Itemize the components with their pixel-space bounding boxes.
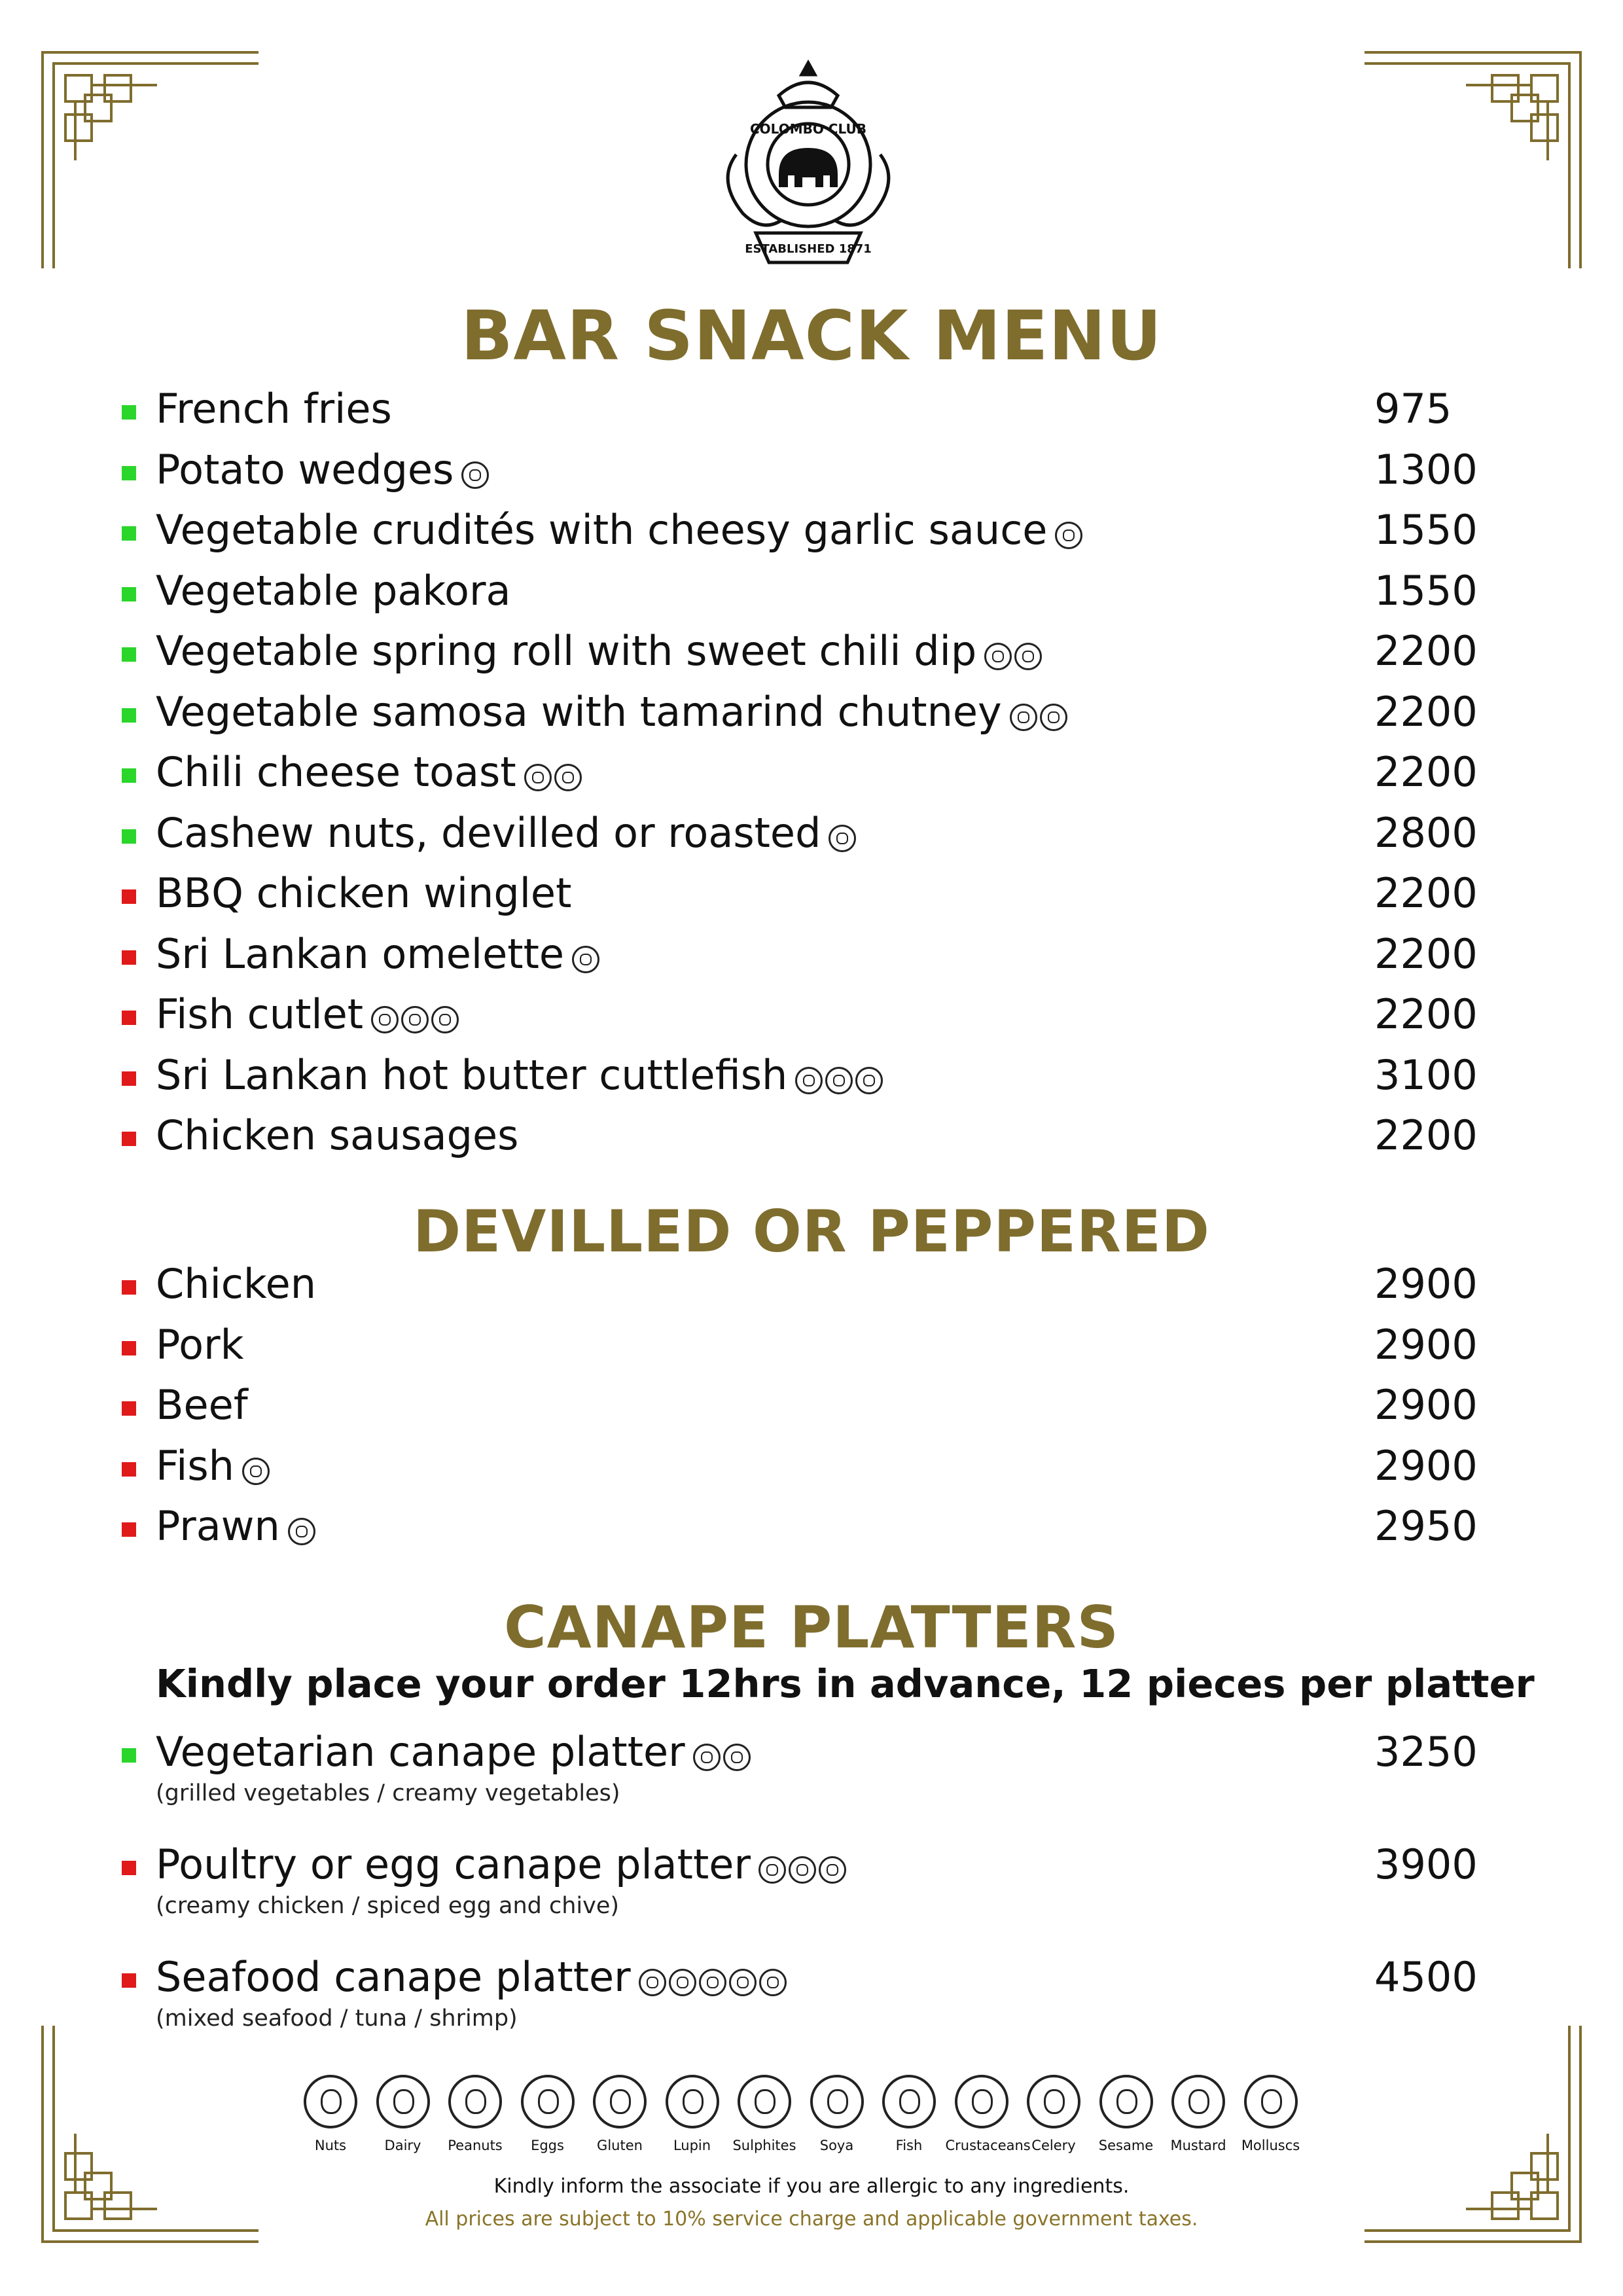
- legend-label: Peanuts: [448, 2138, 503, 2153]
- menu-item-name: [156, 748, 584, 798]
- nonveg-bullet-icon: [122, 1132, 136, 1146]
- menu-item: [0, 869, 1623, 928]
- dairy-icon: [789, 1856, 816, 1884]
- allergen-icons: [242, 1444, 272, 1492]
- nonveg-bullet-icon: [122, 1973, 136, 1988]
- veg-bullet-icon: [122, 708, 136, 723]
- gluten-icon: [593, 2075, 647, 2128]
- canape-order-note: Kindly place your order 12hrs in advance, 12 pieces per platter: [156, 1661, 1535, 1706]
- menu-item: [0, 627, 1623, 686]
- legend-label: Fish: [895, 2138, 923, 2153]
- allergen-icons: [693, 1731, 753, 1778]
- legend-item: [1018, 2075, 1090, 2153]
- menu-item-name: [156, 990, 461, 1041]
- menu-item-name: [156, 1442, 272, 1492]
- menu-item-price: 2200: [1374, 929, 1478, 978]
- menu-item-price: 3250: [1374, 1728, 1478, 1776]
- menu-item: [0, 1381, 1623, 1440]
- menu-item-label: Vegetable samosa with tamarind chutney: [156, 687, 1002, 736]
- gluten-icon: [758, 1856, 786, 1884]
- nuts-icon: [304, 2075, 357, 2128]
- nonveg-bullet-icon: [122, 1341, 136, 1355]
- legend-item: [728, 2075, 800, 2153]
- menu-item-price: 2900: [1374, 1441, 1478, 1490]
- legend-item: [439, 2075, 511, 2153]
- gluten-icon: [461, 461, 489, 489]
- menu-item-label: Prawn: [156, 1502, 280, 1550]
- menu-item-label: Fish: [156, 1441, 234, 1490]
- menu-item-label: Beef: [156, 1381, 248, 1429]
- eggs-icon: [521, 2075, 575, 2128]
- menu-item: [0, 385, 1623, 444]
- colombo-club-crest-logo: [710, 56, 906, 269]
- veg-bullet-icon: [122, 1748, 136, 1763]
- menu-item-price: 2200: [1374, 990, 1478, 1038]
- menu-item: [0, 1502, 1623, 1561]
- legend-item: [801, 2075, 873, 2153]
- veg-bullet-icon: [122, 647, 136, 662]
- corner-ornament-top-left: [39, 49, 262, 272]
- legend-label: Eggs: [531, 2138, 564, 2153]
- menu-item-price: 2200: [1374, 687, 1478, 736]
- menu-item-price: 2900: [1374, 1260, 1478, 1308]
- legend-label: Sulphites: [732, 2138, 796, 2153]
- fish-icon: [242, 1458, 270, 1485]
- allergen-icons: [639, 1956, 789, 2003]
- menu-item-name: [156, 1502, 318, 1552]
- veg-bullet-icon: [122, 768, 136, 783]
- svg-text:COLOMBO CLUB: COLOMBO CLUB: [749, 121, 867, 137]
- dairy-icon: [795, 1067, 823, 1094]
- menu-item-label: BBQ chicken winglet: [156, 869, 572, 917]
- menu-item: [0, 1321, 1623, 1380]
- menu-item: [0, 446, 1623, 505]
- nonveg-bullet-icon: [122, 1522, 136, 1537]
- menu-item-price: 2950: [1374, 1502, 1478, 1550]
- menu-item-name: [156, 1728, 753, 1778]
- legend-item: [512, 2075, 584, 2153]
- gluten-icon: [524, 764, 552, 791]
- molluscs-icon: [855, 1067, 883, 1094]
- menu-item-price: 2200: [1374, 1111, 1478, 1159]
- menu-item-name: [156, 1260, 316, 1308]
- menu-item-price: 975: [1374, 385, 1452, 433]
- crustaceans-icon: [759, 1969, 787, 1996]
- gluten-icon: [693, 1744, 721, 1771]
- menu-item-label: Chicken: [156, 1260, 317, 1308]
- eggs-icon: [819, 1856, 846, 1884]
- menu-item-name: [156, 1051, 885, 1102]
- nonveg-bullet-icon: [122, 1462, 136, 1477]
- gluten-icon: [984, 643, 1012, 670]
- peanuts-icon: [448, 2075, 502, 2128]
- legend-item: [294, 2075, 366, 2153]
- legend-label: Sesame: [1098, 2138, 1154, 2153]
- menu-item-name: [156, 1381, 248, 1429]
- menu-item-label: Chili cheese toast: [156, 748, 516, 796]
- menu-item-label: Seafood canape platter: [156, 1953, 631, 2001]
- menu-item: [0, 567, 1623, 626]
- nonveg-bullet-icon: [122, 1861, 136, 1875]
- menu-item: [0, 688, 1623, 747]
- menu-item-label: Chicken sausages: [156, 1111, 519, 1159]
- allergen-icons: [1010, 691, 1070, 738]
- eggs-icon: [572, 946, 599, 973]
- menu-item: [0, 1260, 1623, 1319]
- menu-item: [0, 1728, 1623, 1806]
- legend-label: Crustaceans: [945, 2138, 1031, 2153]
- dairy-icon: [723, 1744, 751, 1771]
- allergen-icons: [829, 812, 859, 859]
- menu-item-description: (grilled vegetables / creamy vegetables): [156, 1780, 620, 1806]
- menu-item-price: 1550: [1374, 566, 1478, 615]
- menu-item: [0, 1051, 1623, 1110]
- nonveg-bullet-icon: [122, 1011, 136, 1025]
- legend-item: [1235, 2075, 1307, 2153]
- menu-item-label: French fries: [156, 385, 392, 433]
- menu-item-label: Fish cutlet: [156, 990, 364, 1038]
- legend-label: Molluscs: [1241, 2138, 1300, 2153]
- allergen-icons: [758, 1843, 849, 1891]
- menu-item-description: (creamy chicken / spiced egg and chive): [156, 1893, 620, 1919]
- menu-item-label: Vegetarian canape platter: [156, 1728, 685, 1776]
- menu-item-price: 3900: [1374, 1840, 1478, 1888]
- section-title-bar-snack: BAR SNACK MENU: [461, 296, 1162, 376]
- section-title-canape: CANAPE PLATTERS: [504, 1594, 1119, 1661]
- menu-item-label: Vegetable spring roll with sweet chili dip: [156, 627, 977, 675]
- menu-item-label: Sri Lankan hot butter cuttlefish: [156, 1050, 788, 1099]
- legend-label: Lupin: [673, 2138, 711, 2153]
- allergen-icons: [572, 933, 602, 980]
- fish-icon: [882, 2075, 936, 2128]
- eggs-icon: [825, 1067, 853, 1094]
- menu-item-name: [156, 446, 491, 496]
- section-title-devilled: DEVILLED OR PEPPERED: [413, 1198, 1210, 1265]
- allergen-icons: [795, 1054, 885, 1102]
- legend-label: Nuts: [314, 2138, 347, 2153]
- menu-item-description: (mixed seafood / tuna / shrimp): [156, 2005, 518, 2032]
- nonveg-bullet-icon: [122, 1401, 136, 1416]
- menu-item: [0, 748, 1623, 807]
- menu-item-label: Potato wedges: [156, 445, 454, 493]
- menu-item-name: [156, 1953, 789, 2003]
- dairy-icon: [1055, 522, 1082, 549]
- menu-item: [0, 1111, 1623, 1170]
- celery-icon: [1014, 643, 1042, 670]
- mustard-icon: [1171, 2075, 1225, 2128]
- menu-item-name: [156, 506, 1085, 556]
- legend-item: [1162, 2075, 1234, 2153]
- corner-ornament-top-right: [1361, 49, 1584, 272]
- menu-item-price: 1550: [1374, 506, 1478, 554]
- menu-item-price: 2900: [1374, 1381, 1478, 1429]
- menu-item: [0, 506, 1623, 565]
- legend-label: Celery: [1031, 2138, 1076, 2153]
- celery-icon: [1027, 2075, 1080, 2128]
- menu-item: [0, 990, 1623, 1049]
- veg-bullet-icon: [122, 405, 136, 420]
- legend-item: [367, 2075, 439, 2153]
- menu-item-price: 2200: [1374, 869, 1478, 917]
- dairy-icon: [554, 764, 582, 791]
- legend-item: [584, 2075, 656, 2153]
- menu-item-name: [156, 809, 859, 859]
- allergen-legend: [294, 2075, 1342, 2166]
- menu-item-label: Vegetable crudités with cheesy garlic sauce: [156, 506, 1048, 554]
- gluten-icon: [639, 1969, 666, 1996]
- svg-text:ESTABLISHED 1871: ESTABLISHED 1871: [745, 242, 872, 256]
- menu-item-label: Cashew nuts, devilled or roasted: [156, 808, 821, 857]
- menu-item-name: [156, 627, 1044, 677]
- price-notice: All prices are subject to 10% service charge and applicable government taxes.: [425, 2208, 1198, 2231]
- nonveg-bullet-icon: [122, 889, 136, 904]
- menu-item-name: [156, 930, 602, 980]
- gluten-icon: [371, 1006, 399, 1033]
- menu-item-price: 2200: [1374, 748, 1478, 796]
- legend-item: [873, 2075, 945, 2153]
- legend-item: [945, 2075, 1031, 2153]
- menu-item-name: [156, 1111, 518, 1159]
- menu-item-name: [156, 1840, 849, 1891]
- menu-item-name: [156, 688, 1070, 738]
- menu-item-price: 1300: [1374, 445, 1478, 493]
- nonveg-bullet-icon: [122, 950, 136, 965]
- crustaceans-icon: [955, 2075, 1008, 2128]
- menu-item: [0, 1442, 1623, 1501]
- menu-item: [0, 930, 1623, 989]
- eggs-icon: [401, 1006, 429, 1033]
- fish-icon: [431, 1006, 459, 1033]
- veg-bullet-icon: [122, 829, 136, 844]
- menu-item-price: 3100: [1374, 1050, 1478, 1099]
- menu-item-label: Pork: [156, 1320, 244, 1369]
- allergen-icons: [371, 993, 461, 1041]
- veg-bullet-icon: [122, 466, 136, 480]
- menu-item-price: 4500: [1374, 1953, 1478, 2001]
- menu-item: [0, 1840, 1623, 1919]
- allergen-icons: [1055, 509, 1085, 556]
- crustaceans-icon: [288, 1518, 315, 1545]
- legend-label: Soya: [819, 2138, 854, 2153]
- menu-item-name: [156, 1321, 244, 1369]
- sulphites-icon: [738, 2075, 791, 2128]
- gluten-icon: [1010, 704, 1037, 731]
- menu-item-price: 2900: [1374, 1320, 1478, 1369]
- legend-item: [656, 2075, 728, 2153]
- menu-item-name: [156, 869, 571, 917]
- menu-item: [0, 809, 1623, 868]
- legend-label: Gluten: [597, 2138, 643, 2153]
- veg-bullet-icon: [122, 587, 136, 601]
- nuts-icon: [1040, 704, 1067, 731]
- nonveg-bullet-icon: [122, 1280, 136, 1295]
- nuts-icon: [829, 825, 856, 852]
- menu-item-label: Poultry or egg canape platter: [156, 1840, 751, 1888]
- lupin-icon: [666, 2075, 719, 2128]
- menu-item-label: Sri Lankan omelette: [156, 929, 565, 978]
- allergen-icons: [524, 751, 584, 798]
- nonveg-bullet-icon: [122, 1071, 136, 1086]
- soya-icon: [810, 2075, 864, 2128]
- menu-item-price: 2200: [1374, 627, 1478, 675]
- allergen-icons: [984, 630, 1044, 677]
- allergen-icons: [288, 1505, 318, 1552]
- menu-item-name: [156, 385, 392, 433]
- legend-label: Dairy: [384, 2138, 421, 2153]
- allergen-icons: [461, 448, 491, 496]
- veg-bullet-icon: [122, 526, 136, 541]
- menu-item-name: [156, 567, 510, 615]
- dairy-icon: [669, 1969, 696, 1996]
- allergy-notice: Kindly inform the associate if you are allergic to any ingredients.: [493, 2175, 1130, 2198]
- menu-item: [0, 1953, 1623, 2032]
- menu-item-price: 2800: [1374, 808, 1478, 857]
- legend-item: [1090, 2075, 1162, 2153]
- legend-label: Mustard: [1170, 2138, 1226, 2153]
- molluscs-icon: [1244, 2075, 1298, 2128]
- menu-item-label: Vegetable pakora: [156, 566, 511, 615]
- sesame-icon: [1099, 2075, 1153, 2128]
- dairy-icon: [376, 2075, 430, 2128]
- fish-icon: [699, 1969, 726, 1996]
- molluscs-icon: [729, 1969, 757, 1996]
